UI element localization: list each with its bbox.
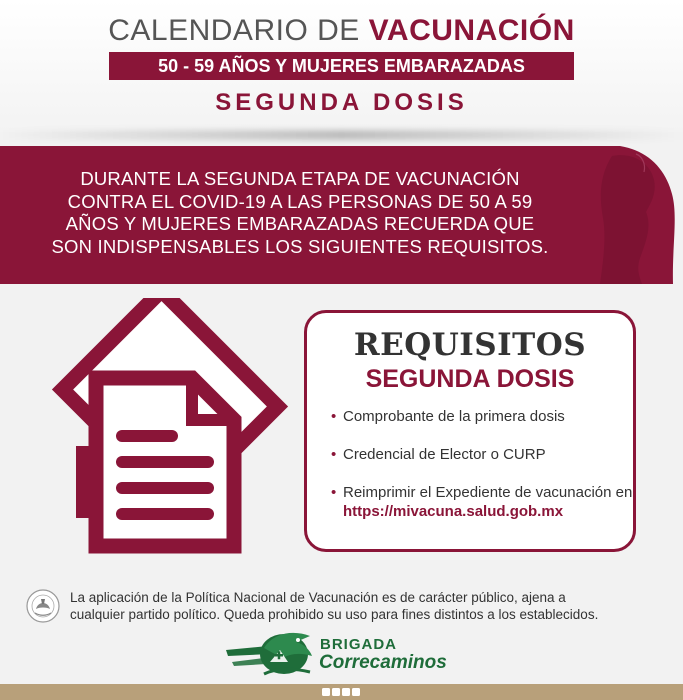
requirement-item — [331, 407, 633, 426]
disclaimer-text: La aplicación de la Política Nacional de Vacunación es de carácter público, ajena a cualquier partido político. Queda prohibido su uso para fines distintos a los establecidos. — [70, 590, 599, 622]
documents-icon — [30, 298, 290, 563]
info-banner — [0, 146, 683, 284]
header-shadow — [0, 130, 683, 140]
subtitle-bar: 50 - 59 AÑOS Y MUJERES EMBARAZADAS — [109, 52, 574, 80]
vaccine-portal-link[interactable]: https://mivacuna.salud.gob.mx — [343, 503, 564, 520]
youtube-icon[interactable] — [352, 688, 360, 696]
government-seal-icon — [26, 589, 60, 623]
requirement-text: Credencial de Elector o CURP — [343, 446, 546, 463]
bullet-icon: • — [331, 408, 337, 425]
twitter-icon[interactable] — [332, 688, 340, 696]
requirement-text: Comprobante de la primera dosis — [343, 408, 565, 425]
facebook-icon[interactable] — [322, 688, 330, 696]
instagram-icon[interactable] — [342, 688, 350, 696]
bullet-icon: • — [331, 484, 337, 501]
brigada-correcaminos-logo-icon — [224, 628, 316, 680]
social-icons — [322, 686, 360, 698]
requirements-subtitle: SEGUNDA DOSIS — [365, 365, 575, 393]
banner-text: DURANTE LA SEGUNDA ETAPA DE VACUNACIÓN CONTRA EL COVID-19 A LAS PERSONAS DE 50 A 59 AÑOS Y MUJERES EMBARAZADAS RECUERDA QUE SON INDISPENSABLES LOS SIGUIENTES REQUISITOS. — [51, 168, 549, 257]
requirements-title: REQUISITOS — [353, 327, 587, 363]
bullet-icon: • — [331, 446, 337, 463]
dose-title: SEGUNDA DOSIS — [215, 89, 468, 116]
title-light: CALENDARIO DE — [108, 14, 360, 47]
title-bold: VACUNACIÓN — [368, 14, 575, 47]
requirement-item — [331, 445, 633, 464]
logo-text-brigada: BRIGADA — [320, 636, 397, 653]
page-title — [0, 14, 683, 48]
requirement-text: Reimprimir el Expediente de vacunación en — [343, 484, 633, 501]
logo-text-correcaminos: Correcaminos — [319, 652, 447, 673]
requirement-item — [331, 483, 633, 521]
footer-bar — [0, 684, 683, 700]
requirements-card — [304, 310, 636, 552]
